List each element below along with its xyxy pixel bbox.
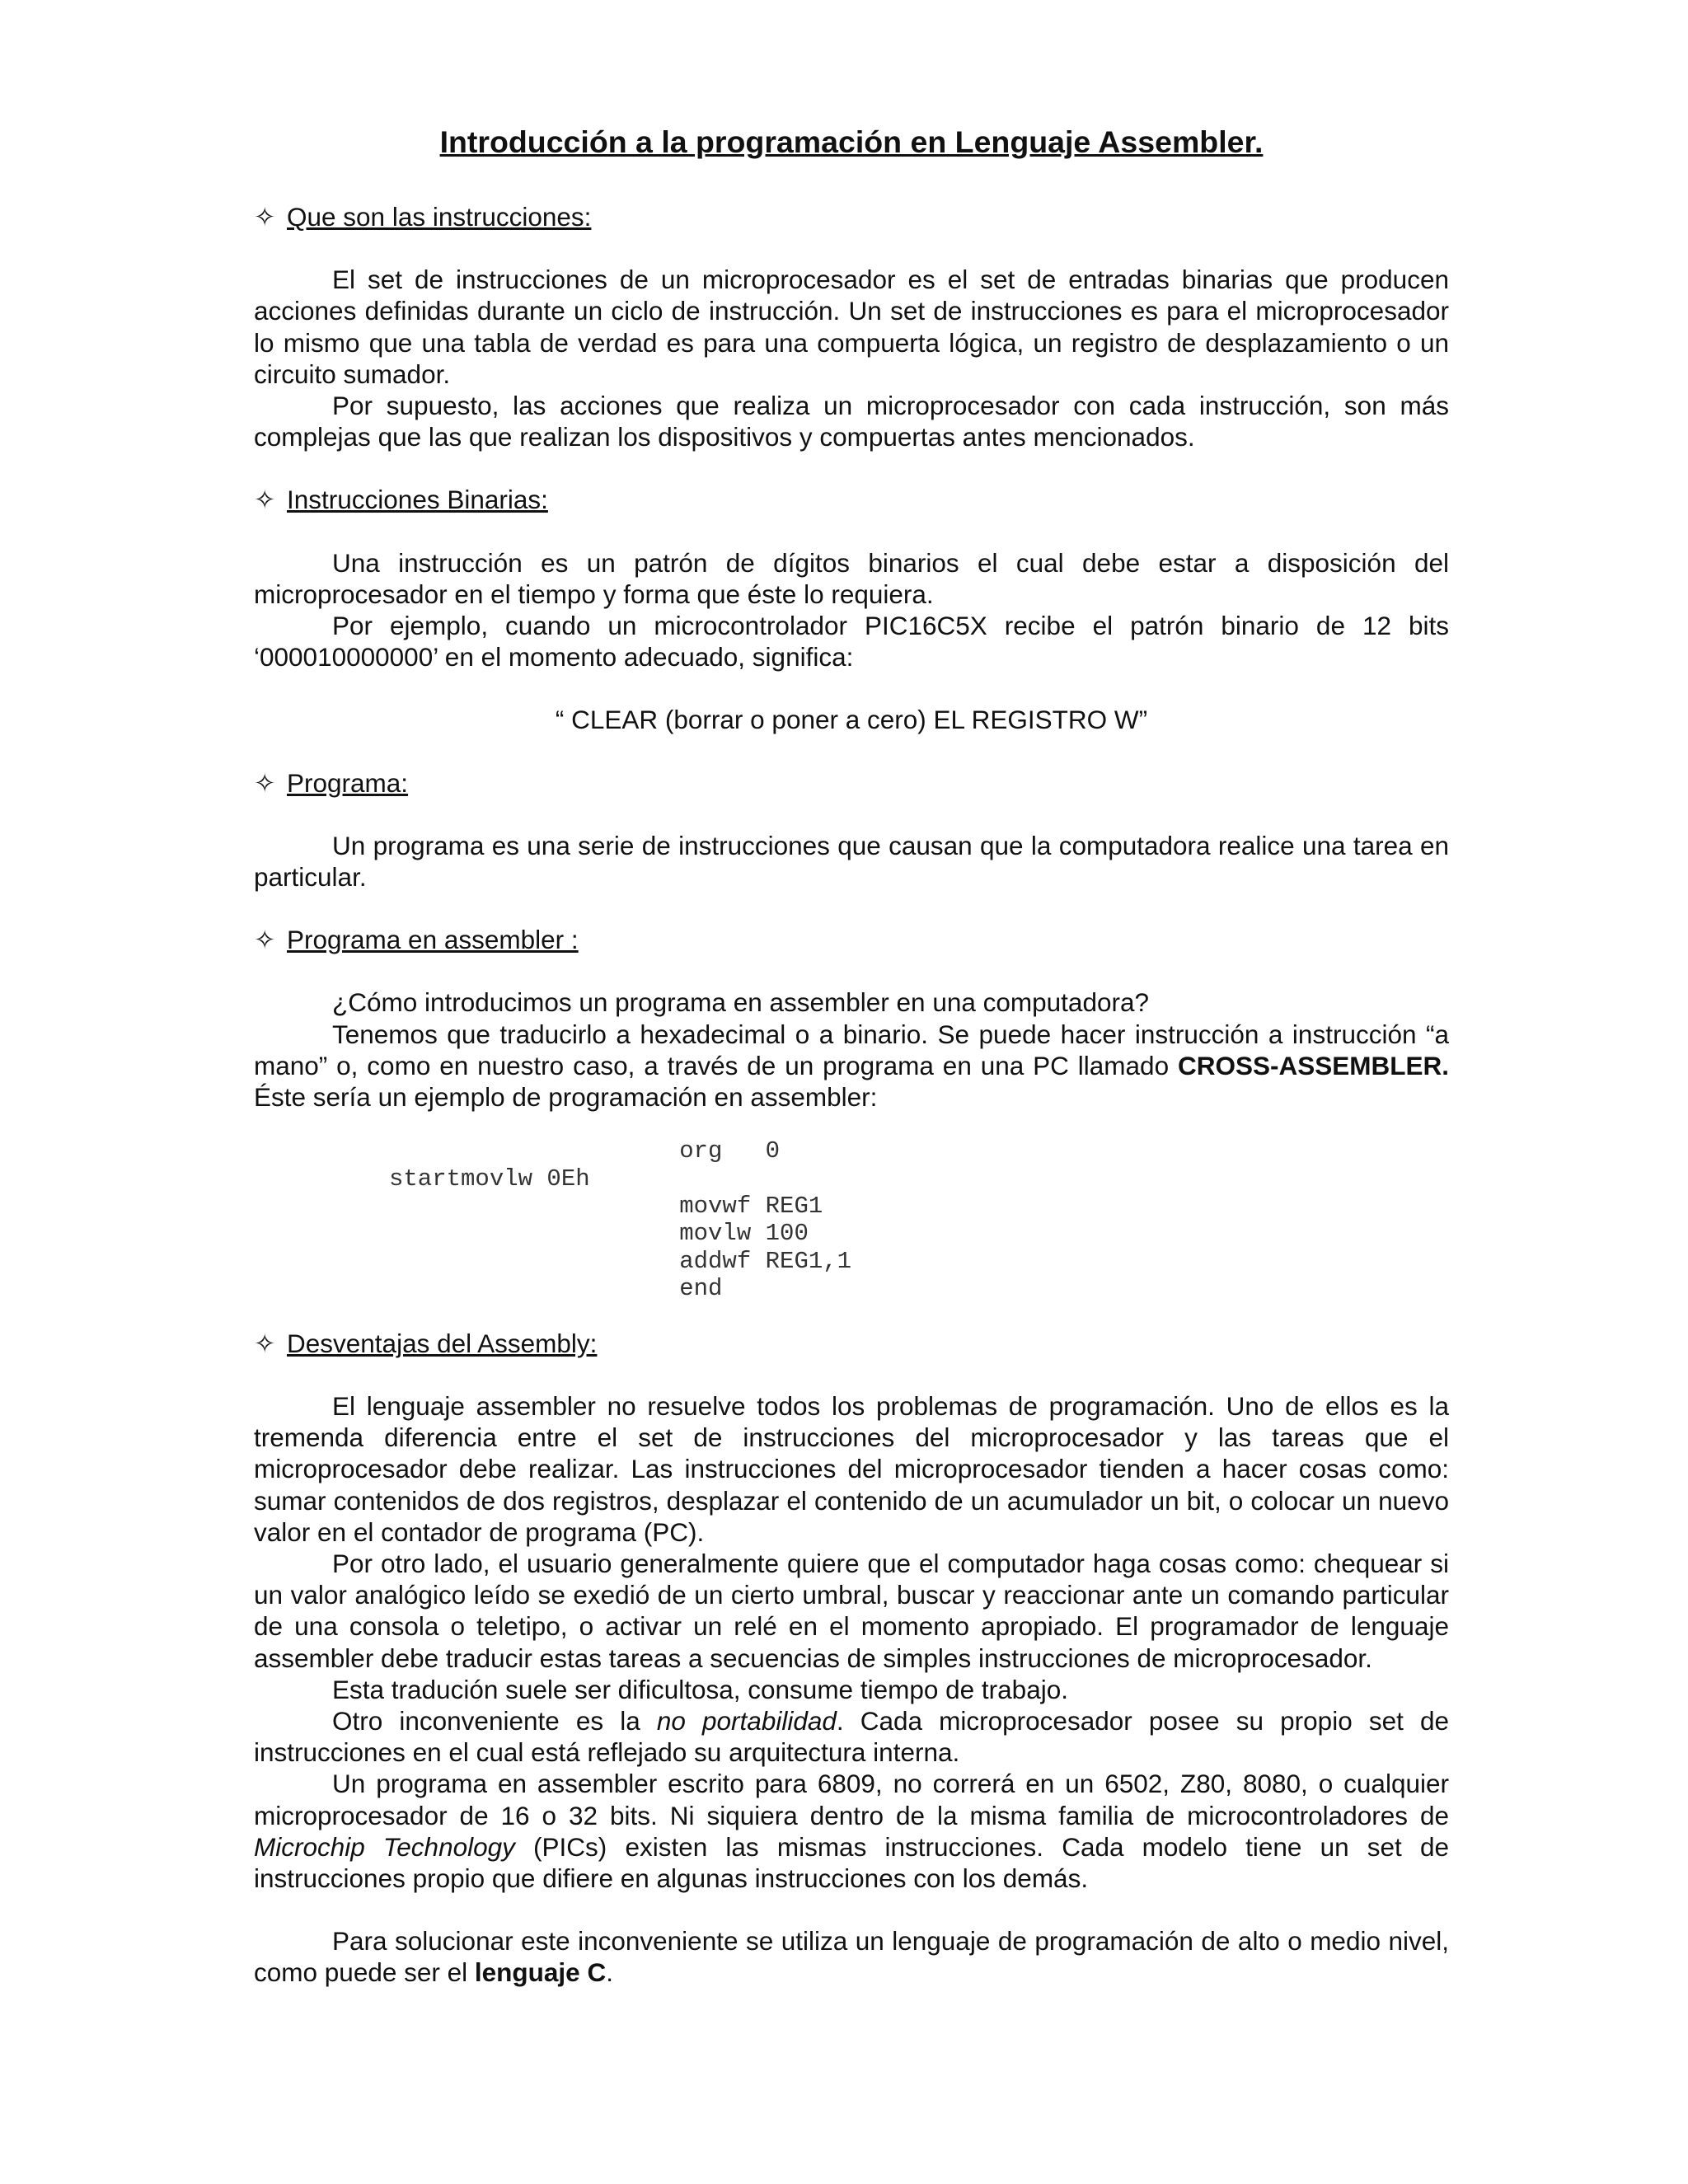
bold-term: lenguaje C [474,1957,607,1988]
star-bullet-icon: ✧ [254,202,276,232]
section-heading [254,767,1449,799]
text-run: . [606,1957,613,1988]
code-line: end [565,1275,723,1303]
paragraph [254,1768,1449,1894]
section-heading-label: Programa en assembler : [287,925,579,955]
paragraph: Por ejemplo, cuando un microcontrolador PIC16C5X recibe el patrón binario de 12 bits ‘000010000000’ en el momento adecuado, significa: [254,611,1449,673]
text-run: Otro inconveniente es la [332,1705,657,1736]
text-run: Un programa en assembler escrito para 6809, no correrá en un 6502, Z80, 8080, o cualquier microprocesador de 16 o 32 bits. Ni siquiera dentro de la misma familia de microcontroladores de [254,1769,1449,1830]
text-run: Tenemos que traducirlo a hexadecimal o a binario. Se puede hacer instrucción a instrucción “a mano” o, como en nuestro caso, a través de un programa en una PC llamado [254,1019,1449,1080]
paragraph: El set de instrucciones de un microprocesador es el set de entradas binarias que producen acciones definidas durante un ciclo de instrucción. Un set de instrucciones es para el microprocesador lo mismo que una tabla de verdad es para una compuerta lógica, un registro de desplazamiento o un circuito sumador. [254,265,1449,389]
bold-term: CROSS-ASSEMBLER. [1177,1050,1449,1080]
quoted-meaning: “ CLEAR (borrar o poner a cero) EL REGISTRO W” [555,705,1148,735]
paragraph: ¿Cómo introducimos un programa en assembler en una computadora? [332,987,1150,1018]
section-heading [254,924,1449,955]
star-bullet-icon: ✧ [254,485,276,515]
section-heading [254,201,1449,232]
code-block [254,1137,1449,1302]
star-bullet-icon: ✧ [254,767,276,798]
code-line: org 0 [565,1137,781,1165]
paragraph: Una instrucción es un patrón de dígitos binarios el cual debe estar a disposición del microprocesador en el tiempo y forma que éste lo requiera. [254,547,1449,609]
code-line: movwf REG1 [565,1193,823,1221]
star-bullet-icon: ✧ [254,925,276,955]
code-line: movlw 100 [565,1220,809,1248]
document-page [254,124,1449,1989]
section-heading-label: Programa: [287,767,409,798]
code-line: addwf REG1,1 [565,1247,852,1275]
code-line: startmovlw 0Eh [389,1165,590,1193]
paragraph [254,1705,1449,1768]
italic-term: no portabilidad [656,1705,837,1736]
section-heading [254,1328,1449,1359]
paragraph: El lenguaje assembler no resuelve todos los problemas de programación. Uno de ellos es la tremenda diferencia entre el set de instrucciones del microprocesador y las tareas que el microprocesador debe realizar. Las instrucciones del microprocesador tienden a hacer cosas como: sumar contenidos de dos registros, desplazar el contenido de un acumulador un bit, o colocar un nuevo valor en el contador de programa (PC). [254,1390,1449,1547]
italic-term: Microchip Technology [254,1831,515,1862]
text-run: . Cada microprocesador posee su propio set de instrucciones en el cual está reflejado su arquitectura interna. [254,1705,1449,1768]
text-run: (PICs) existen las mismas instrucciones. Cada modelo tiene un set de instrucciones propio que difiere en algunas instrucciones con los demás. [254,1831,1450,1893]
text-run: Para solucionar este inconveniente se utiliza un lenguaje de programación de alto o medio nivel, como puede ser el [254,1926,1449,1988]
document-title: Introducción a la programación en Lenguaje Assembler. [439,124,1264,159]
section-heading-label: Desventajas del Assembly: [287,1328,598,1358]
section-heading [254,484,1449,515]
paragraph: Por otro lado, el usuario generalmente quiere que el computador haga cosas como: chequear si un valor analógico leído se exedió de un cierto umbral, buscar y reaccionar ante un comando particular de una consola o teletipo, o activar un relé en el momento apropiado. El programador de lenguaje assembler debe traducir estas tareas a secuencias de simples instrucciones de microprocesador. [254,1548,1449,1673]
section-heading-label: Instrucciones Binarias: [287,485,548,515]
paragraph: Un programa es una serie de instrucciones que causan que la computadora realice una tarea en particular. [254,830,1449,893]
star-bullet-icon: ✧ [254,1328,276,1358]
text-run: Éste sería un ejemplo de programación en assembler: [254,1082,878,1113]
section-heading-label: Que son las instrucciones: [287,202,592,232]
paragraph [254,1019,1449,1113]
paragraph [254,1925,1449,1988]
paragraph: Esta tradución suele ser dificultosa, consume tiempo de trabajo. [332,1674,1068,1704]
paragraph: Por supuesto, las acciones que realiza un microprocesador con cada instrucción, son más complejas que las que realizan los dispositivos y compuertas antes mencionados. [254,391,1449,452]
